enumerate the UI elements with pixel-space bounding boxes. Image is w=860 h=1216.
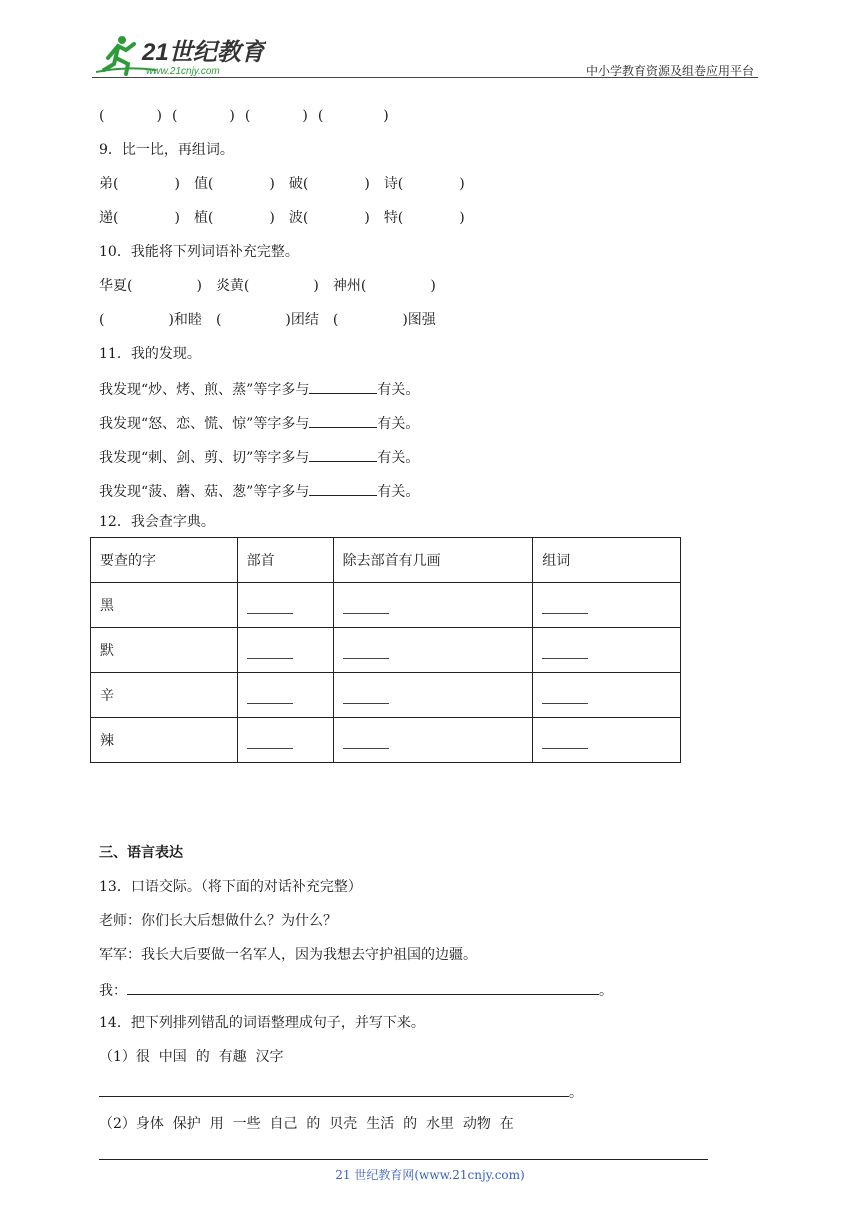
q14-title: 14．把下列排列错乱的词语整理成句子，并写下来。: [99, 1015, 425, 1031]
table-cell-char: 黑: [91, 583, 238, 628]
paren: (: [99, 108, 105, 124]
header-platform-text: 中小学教育资源及组卷应用平台: [585, 64, 754, 78]
table-cell-blank[interactable]: [237, 628, 333, 673]
table-cell-blank[interactable]: [333, 673, 533, 718]
table-row: [91, 673, 681, 718]
answer-blank[interactable]: [309, 379, 377, 394]
table-cell-blank[interactable]: [237, 583, 333, 628]
q11-item: 我发现“怒、恋、慌、惊”等字多与 有关。: [99, 413, 419, 433]
answer-blank[interactable]: [309, 413, 377, 428]
q13-junjun: 军军：我长大后要做一名军人，因为我想去守护祖国的边疆。: [99, 947, 477, 963]
q9-row-2: 递( ) 植( ) 波( ) 特( ): [99, 210, 465, 226]
q13-teacher: 老师：你们长大后想做什么？为什么？: [99, 913, 337, 929]
paren: ): [156, 108, 162, 124]
q9-row-1: 弟( ) 值( ) 破( ) 诗( ): [99, 176, 465, 192]
svg-text:21世纪教育: 21世纪教育: [142, 39, 265, 66]
footer-divider: [99, 1159, 708, 1160]
table-header-cell: 除去部首有几画: [333, 538, 533, 583]
table-header-cell: 部首: [237, 538, 333, 583]
q11-item: 我发现“刺、剑、剪、切”等字多与 有关。: [99, 447, 419, 467]
q9-title: 9．比一比，再组词。: [99, 142, 234, 158]
page-header: [92, 30, 758, 78]
table-cell-blank[interactable]: [533, 583, 681, 628]
q11-item: 我发现“菠、蘑、菇、葱”等字多与 有关。: [99, 481, 419, 501]
table-cell-blank[interactable]: [333, 628, 533, 673]
section-3-title: 三、语言表达: [99, 845, 183, 861]
table-cell-blank[interactable]: [237, 673, 333, 718]
q10-title: 10．我能将下列词语补充完整。: [99, 244, 299, 260]
q10-row-1: 华夏( ) 炎黄( ) 神州( ): [99, 278, 436, 294]
q14-1: （1）很 中国 的 有趣 汉字: [99, 1049, 284, 1065]
q10-row-2: ( )和睦 ( )团结 ( )图强: [99, 312, 436, 328]
table-row: [91, 718, 681, 763]
q11-title: 11．我的发现。: [99, 346, 201, 362]
paren: ): [302, 108, 308, 124]
table-cell-blank[interactable]: [237, 718, 333, 763]
paren: ): [383, 108, 389, 124]
paren: ): [229, 108, 235, 124]
q13-title: 13．口语交际。（将下面的对话补充完整）: [99, 879, 362, 895]
q12-title: 12．我会查字典。: [99, 514, 215, 530]
svg-text:www.21cnjy.com: www.21cnjy.com: [146, 66, 220, 76]
table-cell-blank[interactable]: [333, 583, 533, 628]
q14-1-answer: 。: [99, 1082, 583, 1102]
q14-2: （2）身体 保护 用 一些 自己 的 贝壳 生活 的 水里 动物 在: [99, 1116, 514, 1132]
answer-blank[interactable]: [127, 980, 599, 995]
q11-item: 我发现“炒、烤、煎、蒸”等字多与 有关。: [99, 379, 419, 399]
table-header-row: [91, 538, 681, 583]
logo-21cnjy: [96, 34, 266, 76]
dictionary-table: [90, 537, 681, 763]
q13-me: 我： 。: [99, 980, 613, 1000]
header-divider: [92, 77, 758, 78]
paren: (: [244, 108, 251, 124]
answer-blank[interactable]: [309, 481, 377, 496]
answer-blank[interactable]: [99, 1082, 569, 1097]
answer-blank[interactable]: [309, 447, 377, 462]
table-cell-blank[interactable]: [533, 718, 681, 763]
table-cell-char: 辣: [91, 718, 238, 763]
table-cell-blank[interactable]: [333, 718, 533, 763]
paren: (: [171, 108, 178, 124]
table-row: [91, 583, 681, 628]
table-header-cell: 要查的字: [91, 538, 238, 583]
table-cell-char: 默: [91, 628, 238, 673]
table-cell-blank[interactable]: [533, 628, 681, 673]
table-row: [91, 628, 681, 673]
table-cell-char: 辛: [91, 673, 238, 718]
footer-link[interactable]: 21 世纪教育网(www.21cnjy.com): [335, 1168, 525, 1182]
top-parens-row: [99, 107, 389, 125]
table-cell-blank[interactable]: [533, 673, 681, 718]
paren: (: [317, 108, 324, 124]
table-header-cell: 组词: [533, 538, 681, 583]
